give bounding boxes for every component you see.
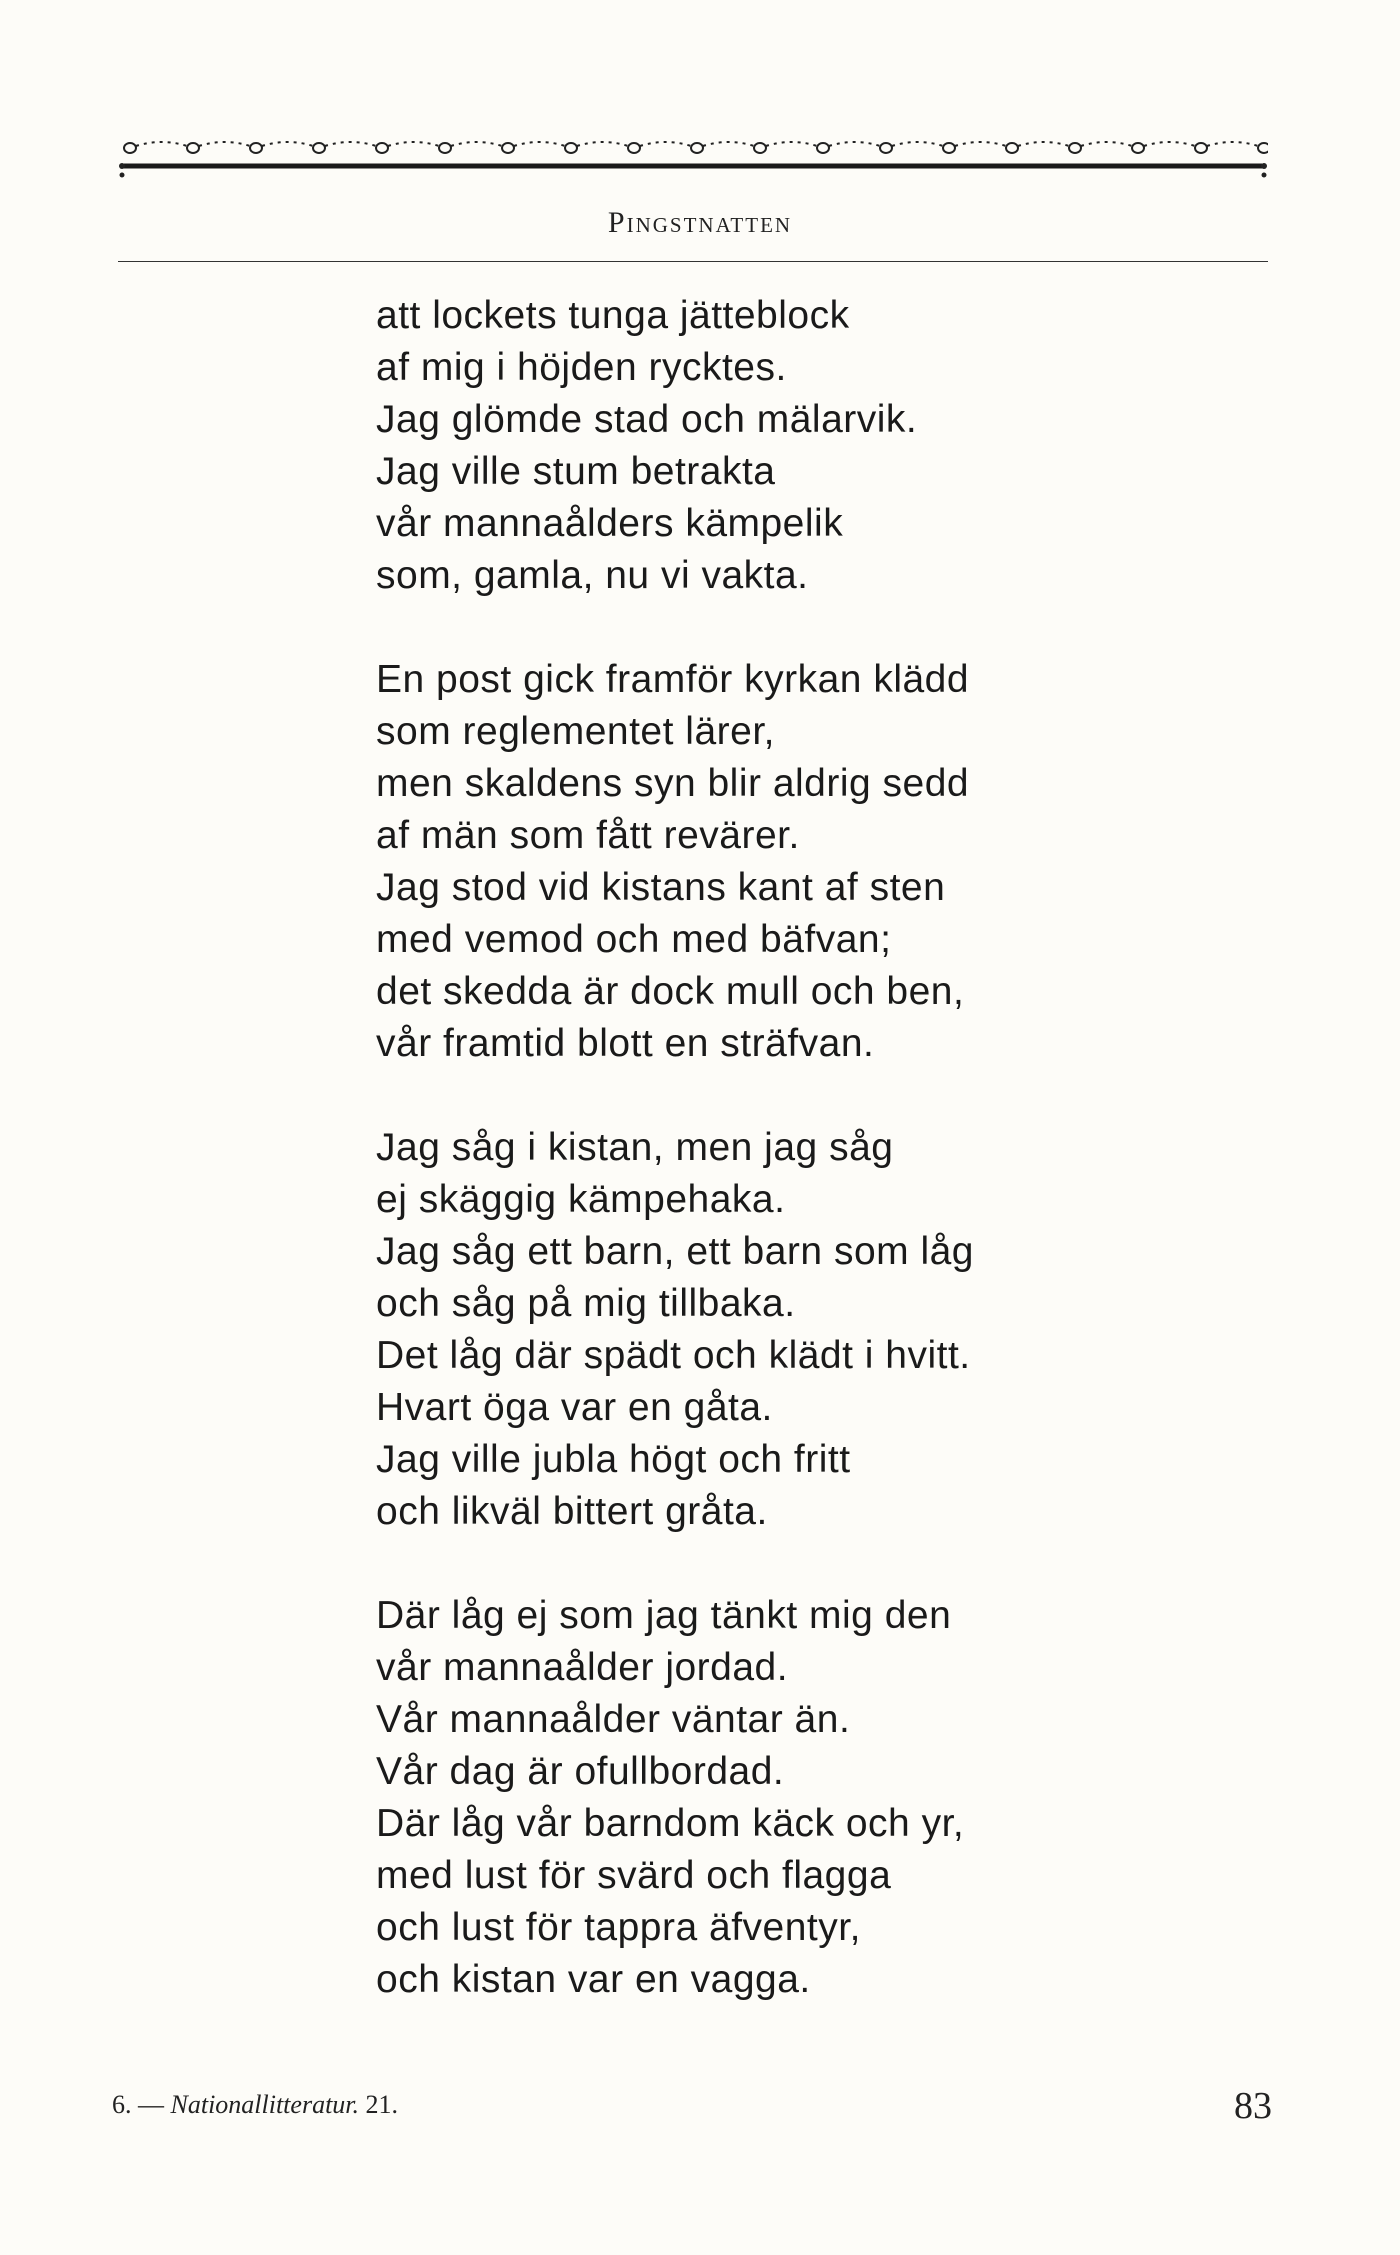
signature-number: 21. bbox=[365, 2090, 399, 2119]
poem-line: men skaldens syn blir aldrig sedd bbox=[376, 762, 970, 805]
poem-line: Jag ville stum betrakta bbox=[376, 450, 776, 493]
poem-line: som reglementet lärer, bbox=[376, 710, 776, 753]
poem-line: och likväl bittert gråta. bbox=[376, 1490, 768, 1533]
page-number: 83 bbox=[1234, 2085, 1272, 2127]
poem-stanza bbox=[376, 1590, 1176, 2006]
poem-line: Jag såg ett barn, ett barn som låg bbox=[376, 1230, 975, 1273]
signature-name: Nationallitteratur. bbox=[170, 2090, 360, 2119]
decorative-border-ornament bbox=[118, 118, 1268, 178]
poem-line: Jag såg i kistan, men jag såg bbox=[376, 1126, 894, 1169]
poem-line: med vemod och med bäfvan; bbox=[376, 918, 892, 961]
poem-line: Vår mannaålder väntar än. bbox=[376, 1698, 851, 1741]
poem-line: Där låg vår barndom käck och yr, bbox=[376, 1802, 965, 1845]
poem-line: ej skäggig kämpehaka. bbox=[376, 1178, 786, 1221]
poem-line: och kistan var en vagga. bbox=[376, 1958, 811, 2001]
poem-line: af män som fått revärer. bbox=[376, 814, 800, 857]
poem-line: som, gamla, nu vi vakta. bbox=[376, 554, 809, 597]
poem-stanza bbox=[376, 654, 1176, 1070]
poem-line: Där låg ej som jag tänkt mig den bbox=[376, 1594, 952, 1637]
poem-line: att lockets tunga jätteblock bbox=[376, 294, 850, 337]
poem-stanza bbox=[376, 290, 1176, 602]
poem-line: Jag stod vid kistans kant af sten bbox=[376, 866, 946, 909]
poem-line: vår mannaålder jordad. bbox=[376, 1646, 789, 1689]
poem-stanza bbox=[376, 1122, 1176, 1538]
poem-line: Vår dag är ofullbordad. bbox=[376, 1750, 785, 1793]
poem-line: med lust för svärd och flagga bbox=[376, 1854, 892, 1897]
poem-line: vår mannaålders kämpelik bbox=[376, 502, 844, 545]
poem-line: Det låg där spädt och klädt i hvitt. bbox=[376, 1334, 971, 1377]
poem-line: Jag ville jubla högt och fritt bbox=[376, 1438, 851, 1481]
printer-signature bbox=[112, 2090, 398, 2120]
poem-line: Jag glömde stad och mälarvik. bbox=[376, 398, 918, 441]
poem-line: och såg på mig tillbaka. bbox=[376, 1282, 796, 1325]
poem-line: af mig i höjden rycktes. bbox=[376, 346, 787, 389]
signature-prefix: 6. — bbox=[112, 2090, 164, 2119]
poem-body bbox=[376, 290, 1176, 2058]
poem-line: En post gick framför kyrkan klädd bbox=[376, 658, 970, 701]
poem-line: det skedda är dock mull och ben, bbox=[376, 970, 965, 1013]
poem-line: vår framtid blott en sträfvan. bbox=[376, 1022, 875, 1065]
header-rule bbox=[118, 261, 1268, 262]
running-head-title: Pingstnatten bbox=[607, 206, 793, 239]
poem-line: och lust för tappra äfventyr, bbox=[376, 1906, 861, 1949]
poem-line: Hvart öga var en gåta. bbox=[376, 1386, 773, 1429]
